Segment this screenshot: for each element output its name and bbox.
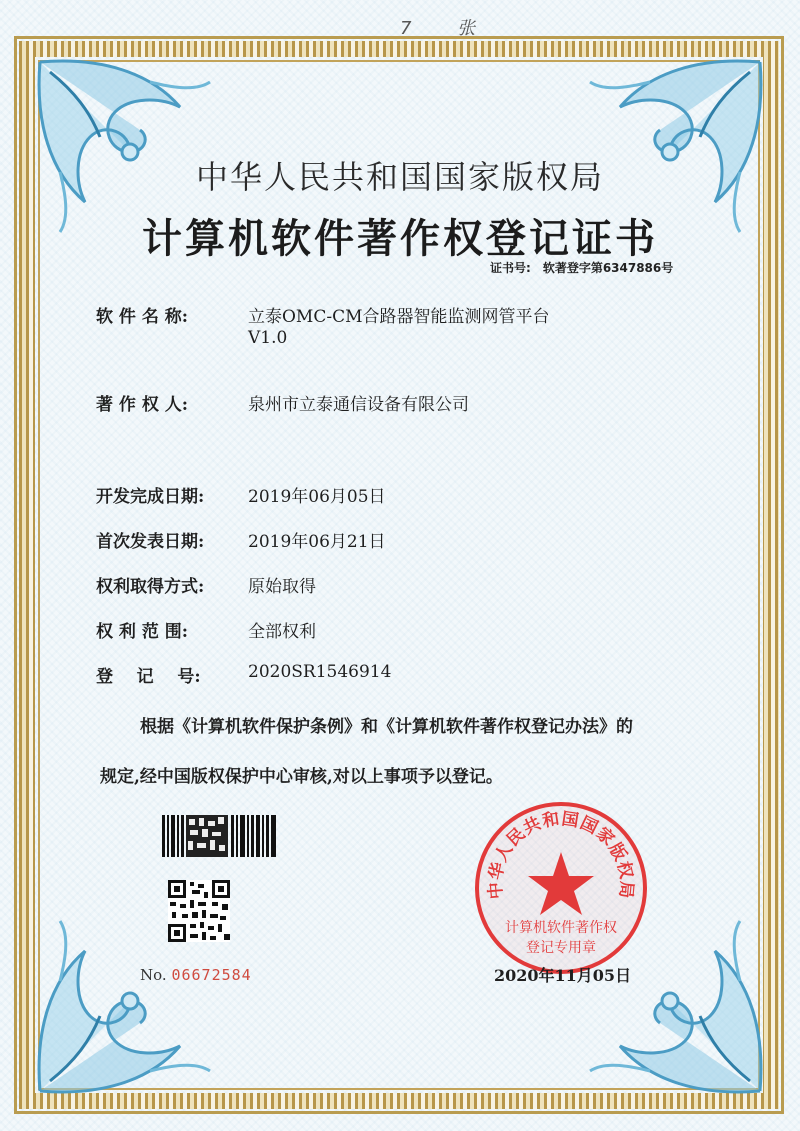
field-value: 全部权利 [248, 622, 316, 642]
field-value: 2020SR1546914 [248, 662, 392, 682]
legal-basis-line2: 规定,经中国版权保护中心审核,对以上事项予以登记。 [100, 767, 503, 787]
field-rights-scope [96, 617, 316, 642]
field-label: 开发完成日期: [96, 487, 205, 507]
field-value: 原始取得 [248, 577, 316, 597]
certificate-number-value: 软著登字第6347886号 [542, 261, 674, 275]
field-label: 登 记 号: [96, 667, 201, 687]
field-value: 立泰OMC-CM合路器智能监测网管平台 [248, 307, 550, 327]
seal-outer-text: 中华人民共和国国家版权局 [485, 809, 637, 900]
barcode-icon [162, 815, 276, 857]
field-copyright-owner [96, 390, 469, 415]
handwritten-note [400, 14, 530, 46]
official-seal [473, 800, 649, 976]
certificate-number [490, 259, 673, 276]
field-label: 著 作 权 人: [96, 395, 189, 415]
field-software-name [96, 302, 550, 348]
field-publication-date [96, 527, 386, 552]
serial-number [140, 966, 252, 984]
seal-inner-line2: 登记专用章 [526, 940, 596, 956]
serial-number-value: 06672584 [171, 966, 252, 984]
field-label: 权 利 范 围: [96, 622, 189, 642]
legal-basis-line1: 根据《计算机软件保护条例》和《计算机软件著作权登记办法》的 [140, 717, 633, 737]
issuing-authority-title: 中华人民共和国国家版权局 [195, 158, 604, 196]
certificate-title: 计算机软件著作权登记证书 [142, 215, 658, 262]
field-value: 2019年06月05日 [248, 487, 386, 507]
field-label: 软 件 名 称: [96, 307, 189, 327]
field-label: 权利取得方式: [96, 577, 205, 597]
handwritten-note-text: 7 张 [400, 18, 496, 39]
field-registration-number [96, 662, 392, 687]
serial-number-prefix: No. [140, 966, 167, 984]
seal-inner-line1: 计算机软件著作权 [505, 920, 617, 936]
issue-date: 2020年11月05日 [494, 966, 632, 985]
field-value-line2: V1.0 [248, 328, 288, 348]
field-label: 首次发表日期: [96, 532, 205, 552]
field-development-date [96, 482, 386, 507]
certificate-number-label: 证书号: [490, 261, 531, 275]
field-value: 泉州市立泰通信设备有限公司 [248, 395, 469, 415]
field-acquisition-method [96, 572, 316, 597]
field-value: 2019年06月21日 [248, 532, 386, 552]
qr-code-icon [168, 880, 230, 942]
